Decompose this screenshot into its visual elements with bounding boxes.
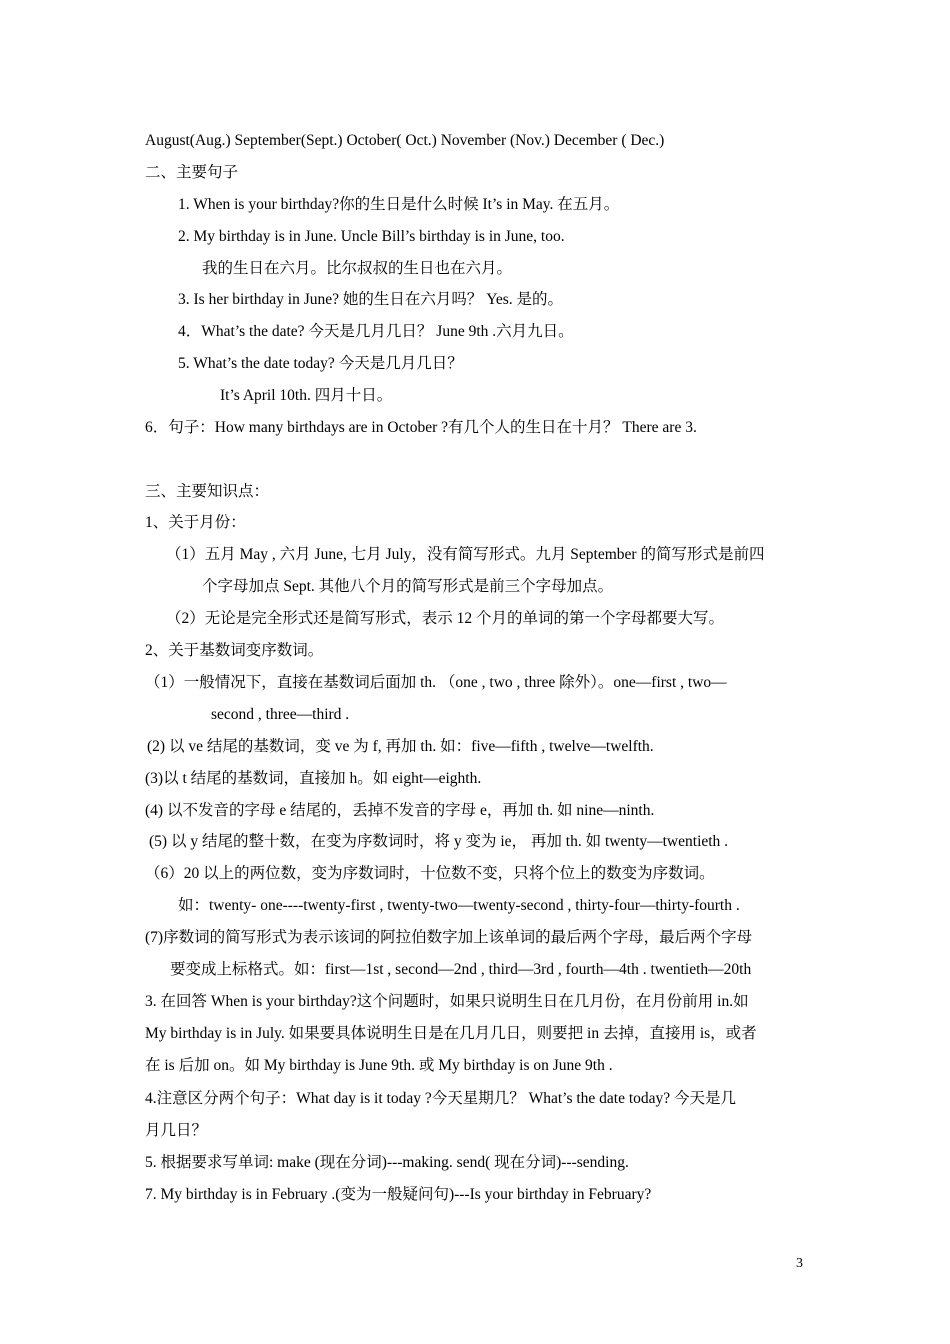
sentence-2: 2. My birthday is in June. Uncle Bill’s birthday is in June, too. [178, 228, 565, 245]
point-2-item-5: (5) 以 y 结尾的整十数，在变为序数词时，将 y 变为 ie， 再加 th. 如 twenty—twentieth . [149, 833, 729, 850]
sentence-4: 4．What’s the date? 今天是几月几日？ June 9th .六月九日。 [178, 323, 574, 340]
point-2-item-3: (3)以 t 结尾的基数词，直接加 h。如 eight—eighth. [145, 770, 482, 787]
sentence-1: 1. When is your birthday?你的生日是什么时候 It’s in May. 在五月。 [178, 196, 620, 213]
point-2-item-2: (2) 以 ve 结尾的基数词，变 ve 为 f, 再加 th. 如：five—fifth , twelve—twelfth. [147, 738, 654, 755]
point-3-cont-2: 在 is 后加 on。如 My birthday is June 9th. 或 My birthday is on June 9th . [145, 1057, 613, 1074]
point-2-heading: 2、关于基数词变序数词。 [145, 642, 324, 659]
sentence-5: 5. What’s the date today? 今天是几月几日？ [178, 355, 463, 372]
point-1-item-2: （2）无论是完全形式还是简写形式，表示 12 个月的单词的第一个字母都要大写。 [166, 610, 725, 627]
page-number: 3 [796, 1256, 803, 1271]
point-2-item-4: (4) 以不发音的字母 e 结尾的，丢掉不发音的字母 e，再加 th. 如 nine—ninth. [145, 802, 655, 819]
point-5: 5. 根据要求写单词: make (现在分词)---making. send( 现在分词)---sending. [145, 1154, 629, 1171]
point-3-cont-1: My birthday is in July. 如果要具体说明生日是在几月几日，则要把 in 去掉，直接用 is，或者 [145, 1025, 757, 1042]
sentence-5-answer: It’s April 10th. 四月十日。 [220, 387, 393, 404]
point-1-heading: 1、关于月份： [145, 514, 246, 531]
point-4-cont: 月几日？ [145, 1122, 208, 1139]
point-2-item-7: (7)序数词的简写形式为表示该词的阿拉伯数字加上该单词的最后两个字母，最后两个字母 [145, 929, 753, 946]
point-2-item-6: （6）20 以上的两位数，变为序数词时，十位数不变，只将个位上的数变为序数词。 [145, 865, 715, 882]
point-7: 7. My birthday is in February .(变为一般疑问句)---Is your birthday in February? [145, 1186, 652, 1203]
sentence-6: 6．句子：How many birthdays are in October ?有几个人的生日在十月？ There are 3. [145, 419, 697, 436]
section-heading-sentences: 二、主要句子 [145, 164, 239, 181]
point-2-item-6-example: 如：twenty- one----twenty-first , twenty-two—twenty-second , thirty-four—thirty-fourth . [178, 897, 740, 914]
point-1-item-1: （1）五月 May , 六月 June, 七月 July，没有简写形式。九月 September 的简写形式是前四 [166, 546, 765, 563]
point-2-item-7-cont: 要变成上标格式。如：first—1st , second—2nd , third—3rd , fourth—4th . twentieth—20th [170, 961, 752, 978]
point-4: 4.注意区分两个句子：What day is it today ?今天星期几？ What’s the date today? 今天是几 [145, 1090, 737, 1107]
sentence-2-translation: 我的生日在六月。比尔叔叔的生日也在六月。 [202, 260, 513, 277]
point-1-item-1-cont: 个字母加点 Sept. 其他八个月的简写形式是前三个字母加点。 [202, 578, 614, 595]
sentence-3: 3. Is her birthday in June? 她的生日在六月吗？ Yes. 是的。 [178, 291, 564, 308]
point-2-item-1-cont: second , three—third . [211, 706, 350, 723]
point-2-item-1: （1）一般情况下，直接在基数词后面加 th. （one , two , three 除外）。one—first , two— [145, 674, 727, 691]
months-abbrev-line: August(Aug.) September(Sept.) October( Oct.) November (Nov.) December ( Dec.) [145, 132, 665, 149]
point-3: 3. 在回答 When is your birthday?这个问题时，如果只说明生日在几月份，在月份前用 in.如 [145, 993, 749, 1010]
section-heading-knowledge: 三、主要知识点： [145, 483, 270, 500]
